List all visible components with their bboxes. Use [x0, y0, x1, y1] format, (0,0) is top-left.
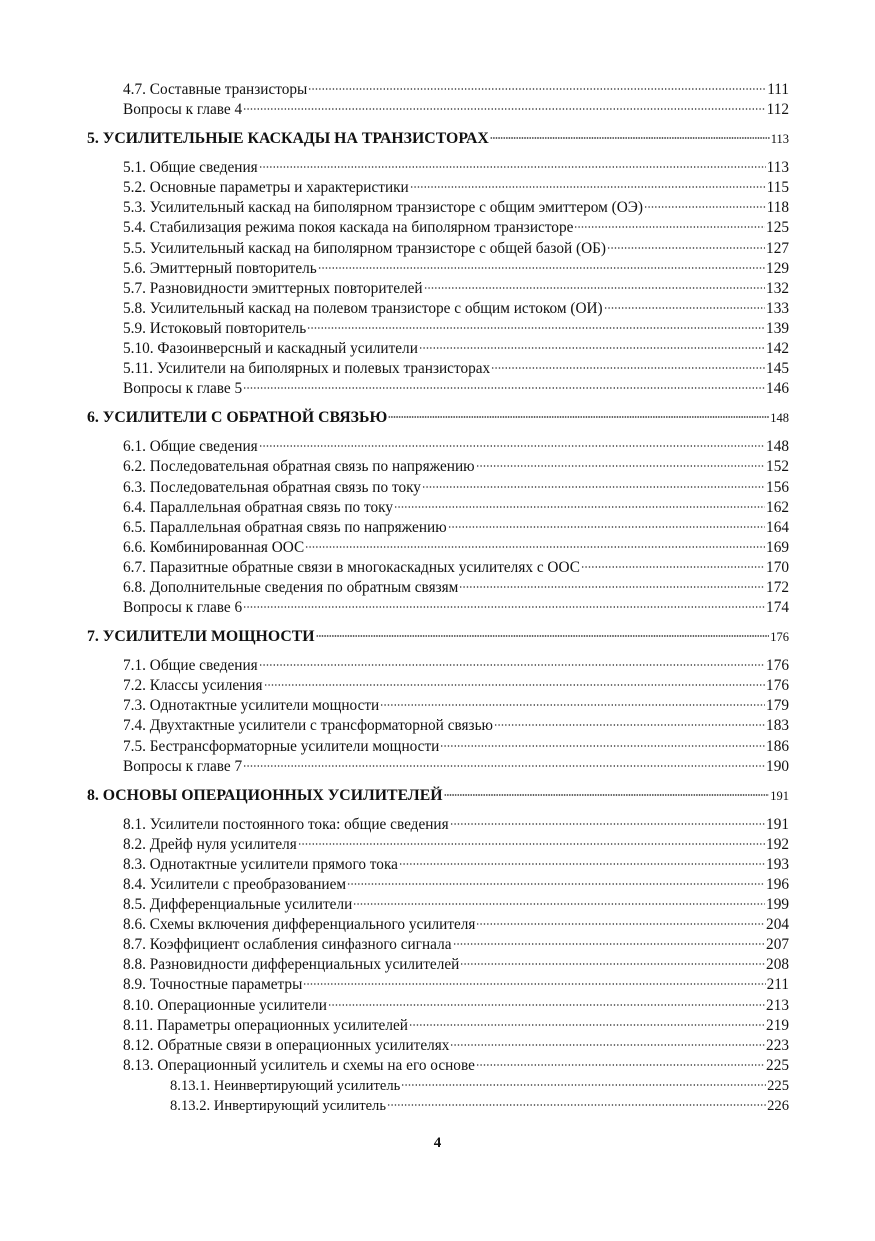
toc-entry[interactable]	[87, 955, 789, 975]
toc-entry-page-number: 225	[766, 1056, 789, 1074]
toc-entry-title: 5.1. Общие сведения	[123, 159, 258, 177]
dot-leader	[476, 922, 765, 926]
dot-leader	[328, 1003, 765, 1007]
toc-entry-page-number: 193	[766, 855, 789, 873]
toc-entry-title: 8.6. Схемы включения дифференциального усилителя	[123, 916, 476, 934]
toc-entry-title: 8.3. Однотактные усилители прямого тока	[123, 855, 398, 873]
toc-entry[interactable]	[87, 996, 789, 1016]
toc-entry[interactable]	[87, 696, 789, 716]
toc-entry-title: 6.2. Последовательная обратная связь по напряжению	[123, 458, 475, 476]
toc-entry-title: 7.2. Классы усиления	[123, 677, 263, 695]
toc-entry-page-number: 132	[766, 279, 789, 297]
toc-entry-page-number: 179	[766, 697, 789, 715]
toc-entry[interactable]	[87, 975, 789, 995]
toc-entry-title: 8.13.1. Неинвертирующий усилитель	[170, 1077, 401, 1094]
toc-entry[interactable]	[87, 158, 789, 178]
dot-leader	[450, 1043, 765, 1047]
toc-entry-page-number: 211	[766, 976, 789, 994]
dot-leader	[476, 1063, 765, 1067]
toc-entry-title: 8.13. Операционный усилитель и схемы на его основе	[123, 1056, 475, 1074]
dot-leader	[574, 225, 765, 229]
dot-leader	[353, 902, 765, 906]
toc-entry[interactable]	[87, 218, 789, 238]
dot-leader	[307, 326, 765, 330]
dot-leader	[581, 565, 765, 569]
dot-leader	[491, 366, 765, 370]
toc-entry-title: 6.8. Дополнительные сведения по обратным связям	[123, 578, 459, 596]
toc-entry-title: Вопросы к главе 5	[123, 380, 243, 398]
toc-entry[interactable]	[87, 737, 789, 757]
toc-entry-title: 4.7. Составные транзисторы	[123, 81, 308, 98]
toc-entry-page-number: 219	[766, 1016, 789, 1034]
toc-entry-page-number: 148	[770, 411, 789, 426]
toc-entry-page-number: 142	[766, 340, 789, 358]
dot-leader	[450, 822, 765, 826]
dot-leader	[444, 793, 770, 797]
toc-entry-page-number: 164	[766, 518, 789, 536]
toc-entry-page-number: 207	[766, 936, 789, 954]
dot-leader	[604, 306, 765, 310]
toc-entry-page-number: 133	[766, 299, 789, 317]
toc-entry[interactable]	[87, 437, 789, 457]
toc-chapter-heading[interactable]	[87, 403, 789, 433]
toc-entry-page-number: 115	[766, 179, 789, 197]
dot-leader	[259, 444, 765, 448]
dot-leader	[410, 185, 766, 189]
dot-leader	[318, 266, 765, 270]
toc-entry-page-number: 176	[766, 677, 789, 695]
toc-entry-title: 6.3. Последовательная обратная связь по току	[123, 478, 421, 496]
toc-entry-page-number: 129	[766, 259, 789, 277]
toc-entry-title: 5.7. Разновидности эмиттерных повторителей	[123, 279, 423, 297]
toc-entry[interactable]	[87, 578, 789, 598]
toc-entry-page-number: 204	[766, 916, 789, 934]
dot-leader	[303, 982, 765, 986]
toc-entry[interactable]	[87, 656, 789, 676]
toc-entry[interactable]	[87, 498, 789, 518]
toc-entry[interactable]	[87, 80, 789, 100]
toc-entry-title: 5.9. Истоковый повторитель	[123, 319, 307, 337]
toc-entry-title: 5.5. Усилительный каскад на биполярном транзисторе с общей базой (ОБ)	[123, 239, 606, 257]
toc-entry-page-number: 127	[766, 239, 789, 257]
toc-entry-page-number: 226	[767, 1098, 789, 1115]
toc-entry-page-number: 145	[766, 360, 789, 378]
toc-entry-title: Вопросы к главе 7	[123, 757, 243, 775]
toc-entry[interactable]	[87, 716, 789, 736]
toc-entry-title: 7.4. Двухтактные усилители с трансформаторной связью	[123, 717, 493, 735]
toc-entry-page-number: 125	[766, 219, 789, 237]
toc-entry-page-number: 186	[766, 737, 789, 755]
toc-entry-title: 7.5. Бестрансформаторные усилители мощности	[123, 737, 440, 755]
dot-leader	[308, 87, 766, 91]
toc-entry[interactable]	[87, 835, 789, 855]
toc-entry-page-number: 183	[766, 717, 789, 735]
toc-entry-page-number: 148	[766, 438, 789, 456]
toc-entry[interactable]	[87, 259, 789, 279]
toc-entry-title: 6.5. Параллельная обратная связь по напряжению	[123, 518, 447, 536]
toc-entry[interactable]	[87, 359, 789, 379]
dot-leader	[459, 585, 765, 589]
dot-leader	[607, 246, 765, 250]
dot-leader	[259, 165, 766, 169]
toc-entry-title: 8.2. Дрейф нуля усилителя	[123, 835, 297, 853]
dot-leader	[394, 505, 765, 509]
toc-entry-title: 6.4. Параллельная обратная связь по току	[123, 498, 394, 516]
toc-entry[interactable]	[87, 100, 789, 120]
dot-leader	[243, 386, 765, 390]
toc-entry-page-number: 113	[770, 132, 789, 147]
dot-leader	[476, 464, 765, 468]
dot-leader	[243, 605, 765, 609]
toc-entry[interactable]	[87, 1036, 789, 1056]
dot-leader	[440, 744, 765, 748]
toc-entry[interactable]	[87, 198, 789, 218]
toc-entry-title: 7.1. Общие сведения	[123, 657, 258, 675]
toc-entry-title: 5.10. Фазоинверсный и каскадный усилители	[123, 340, 418, 358]
dot-leader	[409, 1023, 765, 1027]
toc-entry[interactable]	[87, 1096, 789, 1116]
dot-leader	[305, 545, 765, 549]
toc-entry-page-number: 162	[766, 498, 789, 516]
toc-entry-page-number: 170	[766, 558, 789, 576]
toc-entry-title: Вопросы к главе 4	[123, 101, 243, 119]
toc-entry[interactable]	[87, 478, 789, 498]
toc-entry[interactable]	[87, 598, 789, 618]
toc-entry[interactable]	[87, 855, 789, 875]
toc-entry-title: 8.13.2. Инвертирующий усилитель	[170, 1098, 386, 1115]
toc-entry-title: 7.3. Однотактные усилители мощности	[123, 697, 380, 715]
toc-entry-title: Вопросы к главе 6	[123, 599, 243, 617]
toc-entry-page-number: 169	[766, 538, 789, 556]
toc-chapter-heading[interactable]	[87, 622, 789, 652]
toc-entry-title: 8.10. Операционные усилители	[123, 996, 327, 1014]
toc-entry-page-number: 176	[770, 630, 789, 645]
toc-entry-page-number: 172	[766, 578, 789, 596]
toc-entry-title: 5. УСИЛИТЕЛЬНЫЕ КАСКАДЫ НА ТРАНЗИСТОРАХ	[87, 130, 489, 148]
dot-leader	[243, 107, 765, 111]
toc-entry-title: 6.1. Общие сведения	[123, 438, 258, 456]
dot-leader	[380, 703, 765, 707]
toc-entry-title: 5.6. Эмиттерный повторитель	[123, 259, 317, 277]
toc-entry[interactable]	[87, 538, 789, 558]
toc-chapter-heading[interactable]	[87, 124, 789, 154]
toc-entry-title: 8.8. Разновидности дифференциальных усилителей	[123, 956, 460, 974]
toc-entry-title: 8.12. Обратные связи в операционных усилителях	[123, 1036, 450, 1054]
toc-entry[interactable]	[87, 339, 789, 359]
dot-leader	[347, 882, 765, 886]
toc-entry[interactable]	[87, 518, 789, 538]
toc-entry-page-number: 191	[770, 788, 789, 803]
toc-entry[interactable]	[87, 895, 789, 915]
dot-leader	[453, 942, 766, 946]
toc-chapter-heading[interactable]	[87, 781, 789, 811]
toc-entry-page-number: 111	[767, 81, 789, 98]
dot-leader	[448, 525, 765, 529]
toc-entry-title: 8. ОСНОВЫ ОПЕРАЦИОННЫХ УСИЛИТЕЛЕЙ	[87, 786, 443, 804]
toc-entry[interactable]	[87, 915, 789, 935]
dot-leader	[316, 634, 770, 638]
toc-entry-title: 6.6. Комбинированная ООС	[123, 538, 305, 556]
toc-entry-title: 5.4. Стабилизация режима покоя каскада на биполярном транзисторе	[123, 219, 574, 237]
toc-entry-page-number: 176	[766, 657, 789, 675]
toc-entry-page-number: 118	[766, 199, 789, 217]
toc-entry-page-number: 139	[766, 319, 789, 337]
toc-entry[interactable]	[87, 1076, 789, 1096]
toc-entry[interactable]	[87, 935, 789, 955]
dot-leader	[401, 1083, 766, 1087]
toc-entry[interactable]	[87, 239, 789, 259]
dot-leader	[490, 136, 770, 140]
toc-entry-page-number: 213	[766, 996, 789, 1014]
toc-entry-page-number: 192	[766, 835, 789, 853]
table-of-contents	[87, 80, 789, 1116]
toc-entry-page-number: 225	[767, 1077, 789, 1094]
toc-entry-title: 6.7. Паразитные обратные связи в многокаскадных усилителях с ООС	[123, 558, 580, 576]
toc-entry-page-number: 152	[766, 458, 789, 476]
dot-leader	[264, 683, 766, 687]
dot-leader	[422, 485, 765, 489]
toc-entry-page-number: 190	[766, 757, 789, 775]
toc-entry-page-number: 174	[766, 599, 789, 617]
toc-entry[interactable]	[87, 319, 789, 339]
dot-leader	[460, 962, 765, 966]
toc-entry-title: 8.7. Коэффициент ослабления синфазного сигнала	[123, 936, 452, 954]
toc-entry-page-number: 156	[766, 478, 789, 496]
dot-leader	[388, 415, 769, 419]
dot-leader	[387, 1103, 766, 1107]
toc-entry-page-number: 208	[766, 956, 789, 974]
toc-entry-title: 8.9. Точностные параметры	[123, 976, 303, 994]
toc-entry[interactable]	[87, 676, 789, 696]
toc-entry-page-number: 199	[766, 896, 789, 914]
dot-leader	[243, 764, 765, 768]
dot-leader	[644, 205, 766, 209]
dot-leader	[298, 842, 765, 846]
toc-entry[interactable]	[87, 757, 789, 777]
toc-entry[interactable]	[87, 558, 789, 578]
toc-entry[interactable]	[87, 279, 789, 299]
toc-entry-page-number: 196	[766, 876, 789, 893]
toc-entry-title: 5.8. Усилительный каскад на полевом транзисторе с общим истоком (ОИ)	[123, 299, 603, 317]
toc-entry[interactable]	[87, 299, 789, 319]
toc-entry-page-number: 191	[766, 815, 789, 833]
toc-entry[interactable]	[87, 815, 789, 835]
toc-entry-page-number: 112	[766, 101, 789, 119]
toc-entry-title: 5.3. Усилительный каскад на биполярном транзисторе с общим эмиттером (ОЭ)	[123, 199, 643, 217]
toc-entry-page-number: 113	[766, 159, 789, 177]
toc-entry-title: 8.4. Усилители с преобразованием	[123, 876, 347, 893]
toc-entry[interactable]	[87, 875, 789, 895]
toc-entry[interactable]	[87, 1016, 789, 1036]
toc-entry-page-number: 223	[766, 1036, 789, 1054]
dot-leader	[419, 346, 765, 350]
toc-entry-page-number: 146	[766, 380, 789, 398]
toc-entry-title: 8.5. Дифференциальные усилители	[123, 896, 353, 914]
toc-entry[interactable]	[87, 1056, 789, 1076]
dot-leader	[424, 286, 765, 290]
page-number: 4	[433, 1135, 442, 1151]
toc-entry-title: 8.1. Усилители постоянного тока: общие сведения	[123, 815, 449, 833]
dot-leader	[494, 723, 765, 727]
dot-leader	[259, 663, 765, 667]
toc-entry-title: 5.11. Усилители на биполярных и полевых транзисторах	[123, 360, 491, 378]
toc-entry[interactable]	[87, 178, 789, 198]
toc-entry[interactable]	[87, 379, 789, 399]
toc-entry-title: 7. УСИЛИТЕЛИ МОЩНОСТИ	[87, 628, 315, 646]
toc-entry-title: 5.2. Основные параметры и характеристики	[123, 179, 409, 197]
toc-entry-title: 8.11. Параметры операционных усилителей	[123, 1016, 408, 1034]
toc-entry[interactable]	[87, 457, 789, 477]
dot-leader	[399, 862, 765, 866]
toc-entry-title: 6. УСИЛИТЕЛИ С ОБРАТНОЙ СВЯЗЬЮ	[87, 409, 388, 427]
